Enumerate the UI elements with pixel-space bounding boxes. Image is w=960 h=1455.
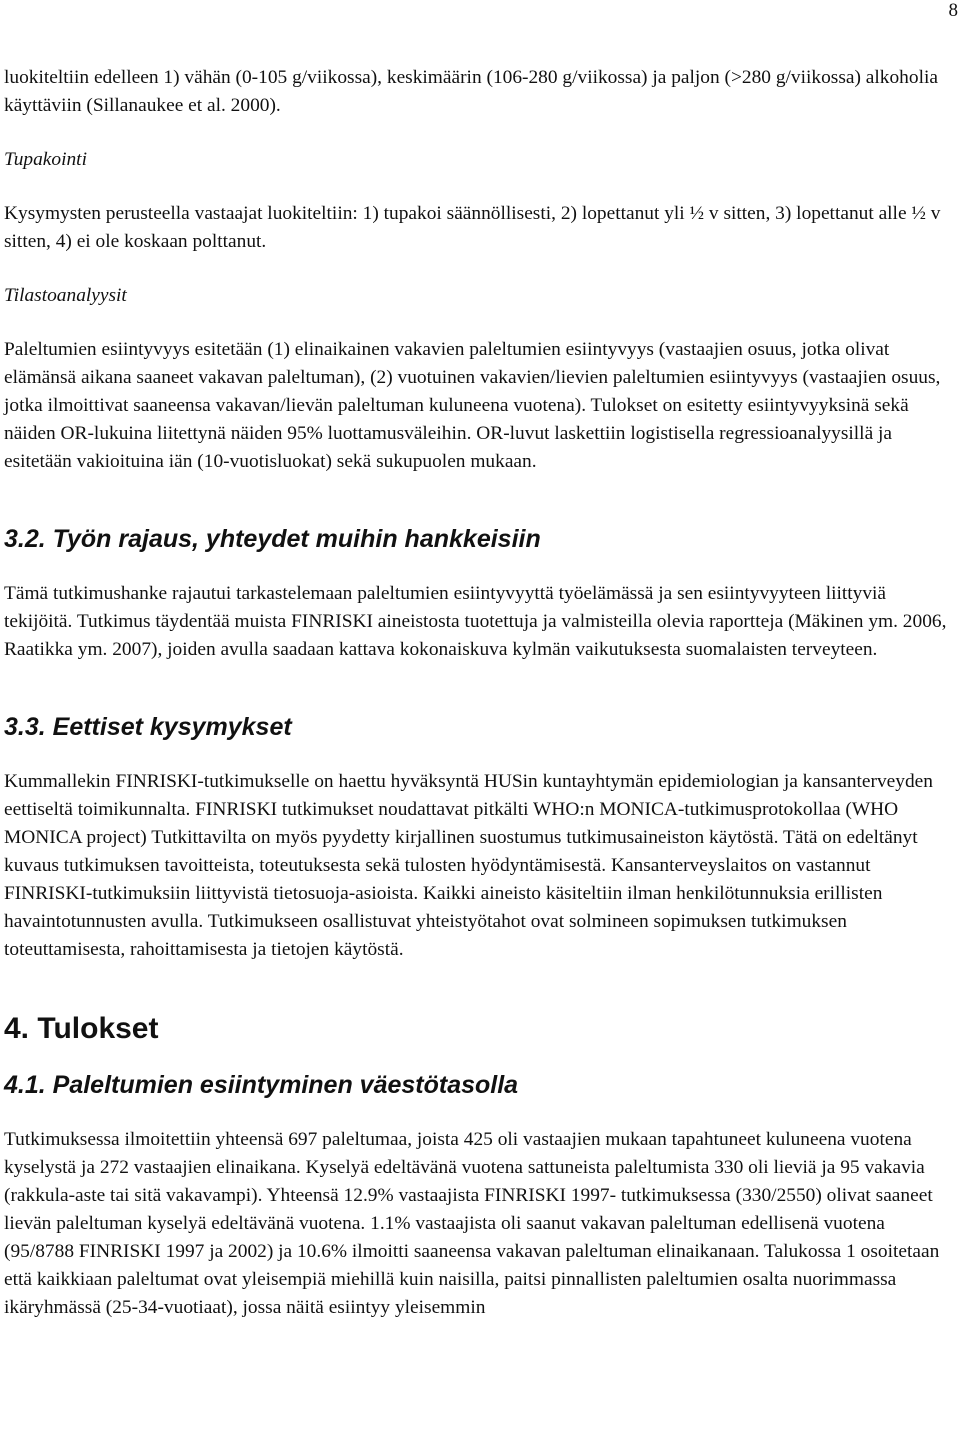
document-body bbox=[4, 64, 954, 1322]
subheading-smoking: Tupakointi bbox=[4, 149, 87, 170]
page-number: 8 bbox=[948, 0, 958, 21]
section-heading-4-1: 4.1. Paleltumien esiintyminen väestötasolla bbox=[4, 1071, 519, 1099]
section-heading-3-3: 3.3. Eettiset kysymykset bbox=[4, 713, 292, 741]
paragraph-4-1: Tutkimuksessa ilmoitettiin yhteensä 697 paleltumaa, joista 425 oli vastaajien mukaan tapahtuneet kuluneena vuotena kyselystä ja 272 vastaajien elinaikana. Kyselyä edeltävänä vuotena sattuneista paleltumista 330 oli lieviä ja 95 vakavia (rakkula-aste tai sitä vakavampi). Yhteensä 12.9% vastaajista FINRISKI 1997- tutkimuksessa (330/2550) olivat saaneet lievän paleltuman kyselyä edeltävänä vuotena. 1.1% vastaajista oli saanut vakavan paleltuman edellisenä vuotena (95/8788 FINRISKI 1997 ja 2002) ja 10.6% ilmoitti saaneensa vakavan paleltuman elinaikanaan. Talukossa 1 osoitetaan että kaikkiaan paleltumat ovat yleisempiä miehillä kuin naisilla, paitsi pinnallisten paleltumien osalta nuorimmassa ikäryhmässä (25-34-vuotiaat), jossa näitä esiintyy yleisemmin bbox=[4, 1129, 940, 1318]
paragraph-3-3: Kummallekin FINRISKI-tutkimukselle on haettu hyväksyntä HUSin kuntayhtymän epidemiologian ja kansanterveyden eettiseltä toimikunnalta. FINRISKI tutkimukset noudattavat pitkälti WHO:n MONICA-tutkimusprotokollaa (WHO MONICA project) Tutkittavilta on myös pyydetty kirjallinen suostumus tutkimusaineiston käytöstä. Tätä on edeltänyt kuvaus tutkimuksen tavoitteista, toteutuksesta sekä tulosten hyödyntämisestä. Kansanterveyslaitos on vastannut FINRISKI-tutkimuksiin liittyvistä tietosuoja-asioista. Kaikki aineisto käsiteltiin ilman henkilötunnuksia erillisten havaintotunnusten avulla. Tutkimukseen osallistuvat yhteistyötahot ovat solmineen sopimuksen tutkimuksen toteuttamisesta, rahoittamisesta ja tietojen käytöstä. bbox=[4, 771, 933, 960]
subheading-statistics: Tilastoanalyysit bbox=[4, 285, 127, 306]
paragraph-alcohol: luokiteltiin edelleen 1) vähän (0-105 g/viikossa), keskimäärin (106-280 g/viikossa) ja paljon (>280 g/viikossa) alkoholia käyttäviin (Sillanaukee et al. 2000). bbox=[4, 67, 938, 116]
chapter-heading-4: 4. Tulokset bbox=[4, 1012, 159, 1045]
paragraph-smoking: Kysymysten perusteella vastaajat luokiteltiin: 1) tupakoi säännöllisesti, 2) lopettanut yli ½ v sitten, 3) lopettanut alle ½ v sitten, 4) ei ole koskaan polttanut. bbox=[4, 203, 941, 252]
paragraph-statistics: Paleltumien esiintyvyys esitetään (1) elinaikainen vakavien paleltumien esiintyvyys (vastaajien osuus, jotka olivat elämänsä aikana saaneet vakavan paleltuman), (2) vuotuinen vakavien/lievien paleltumien esiintyvyys (vastaajien osuus, jotka ilmoittivat saaneensa vakavan/lievän paleltuman kuluneena vuotena). Tulokset on esitetty esiintyvyyksinä sekä näiden OR-lukuina liitettynä näiden 95% luottamusväleihin. OR-luvut laskettiin logistisella regressioanalyysillä ja esitetään vakioituina iän (10-vuotisluokat) sekä sukupuolen mukaan. bbox=[4, 339, 941, 472]
section-heading-3-2: 3.2. Työn rajaus, yhteydet muihin hankkeisiin bbox=[4, 525, 541, 553]
paragraph-3-2: Tämä tutkimushanke rajautui tarkastelemaan paleltumien esiintyvyyttä työelämässä ja sen esiintyvyyteen liittyviä tekijöitä. Tutkimus täydentää muista FINRISKI aineistosta tuotettuja ja valmisteilla olevia raportteja (Mäkinen ym. 2006, Raatikka ym. 2007), joiden avulla saadaan kattava kokonaiskuva kylmän vaikutuksesta suomalaisten terveyteen. bbox=[4, 583, 947, 660]
